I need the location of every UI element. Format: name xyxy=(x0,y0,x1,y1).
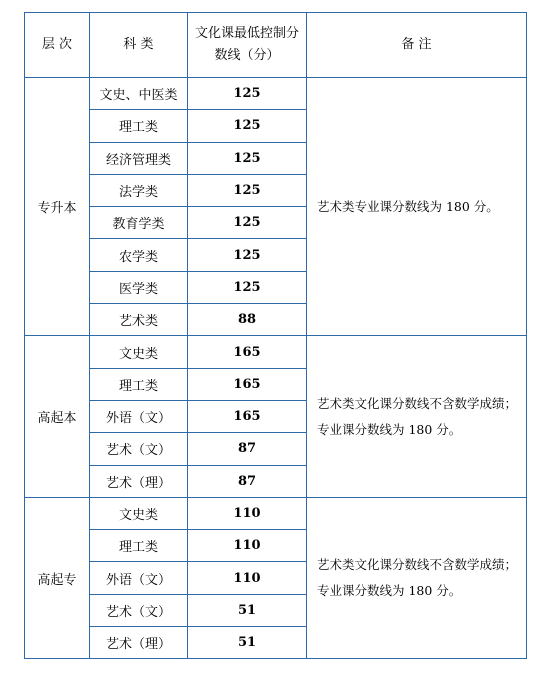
remark-cell xyxy=(307,78,527,336)
score-cell: 51 xyxy=(188,627,307,659)
category-cell: 艺术（理） xyxy=(90,627,188,659)
header-category: 科 类 xyxy=(90,13,188,78)
score-cell: 125 xyxy=(188,207,307,239)
remark-line: 艺术类文化课分数线不含数学成绩； xyxy=(317,395,518,411)
score-cell: 125 xyxy=(188,239,307,271)
table-row xyxy=(25,497,527,529)
category-cell: 艺术类 xyxy=(90,304,188,336)
header-row xyxy=(25,13,527,78)
score-cell: 110 xyxy=(188,497,307,529)
category-cell: 理工类 xyxy=(90,368,188,400)
score-cell: 125 xyxy=(188,78,307,110)
table-row xyxy=(25,78,527,110)
table-body xyxy=(25,78,527,659)
category-cell: 法学类 xyxy=(90,174,188,206)
category-cell: 经济管理类 xyxy=(90,142,188,174)
header-score-line2: 数线（分） xyxy=(214,48,280,63)
category-cell: 文史、中医类 xyxy=(90,78,188,110)
remark-line: 专业课分数线为 180 分。 xyxy=(317,421,462,437)
category-cell: 医学类 xyxy=(90,271,188,303)
level-cell: 高起本 xyxy=(25,336,90,497)
category-cell: 教育学类 xyxy=(90,207,188,239)
category-cell: 外语（文） xyxy=(90,562,188,594)
level-cell: 高起专 xyxy=(25,497,90,658)
header-remark: 备 注 xyxy=(307,13,527,78)
category-cell: 文史类 xyxy=(90,497,188,529)
category-cell: 艺术（理） xyxy=(90,465,188,497)
score-cell: 87 xyxy=(188,465,307,497)
score-cell: 87 xyxy=(188,433,307,465)
category-cell: 文史类 xyxy=(90,336,188,368)
header-score xyxy=(188,13,307,78)
header-level: 层 次 xyxy=(25,13,90,78)
table-row xyxy=(25,336,527,368)
score-cell: 125 xyxy=(188,271,307,303)
category-cell: 外语（文） xyxy=(90,400,188,432)
score-cell: 165 xyxy=(188,400,307,432)
score-cell: 51 xyxy=(188,594,307,626)
score-cell: 125 xyxy=(188,174,307,206)
score-table xyxy=(24,12,527,659)
remark-line: 艺术类专业课分数线为 180 分。 xyxy=(317,198,499,214)
remark-line: 专业课分数线为 180 分。 xyxy=(317,583,462,599)
score-cell: 110 xyxy=(188,530,307,562)
category-cell: 艺术（文） xyxy=(90,594,188,626)
score-cell: 88 xyxy=(188,304,307,336)
score-cell: 125 xyxy=(188,142,307,174)
score-cell: 110 xyxy=(188,562,307,594)
category-cell: 理工类 xyxy=(90,110,188,142)
score-cell: 165 xyxy=(188,368,307,400)
score-table-container xyxy=(24,12,526,675)
remark-cell xyxy=(307,497,527,658)
remark-line: 艺术类文化课分数线不含数学成绩； xyxy=(317,557,518,573)
remark-cell xyxy=(307,336,527,497)
category-cell: 农学类 xyxy=(90,239,188,271)
score-cell: 165 xyxy=(188,336,307,368)
category-cell: 理工类 xyxy=(90,530,188,562)
score-cell: 125 xyxy=(188,110,307,142)
header-score-line1: 文化课最低控制分 xyxy=(194,26,299,41)
category-cell: 艺术（文） xyxy=(90,433,188,465)
level-cell: 专升本 xyxy=(25,78,90,336)
